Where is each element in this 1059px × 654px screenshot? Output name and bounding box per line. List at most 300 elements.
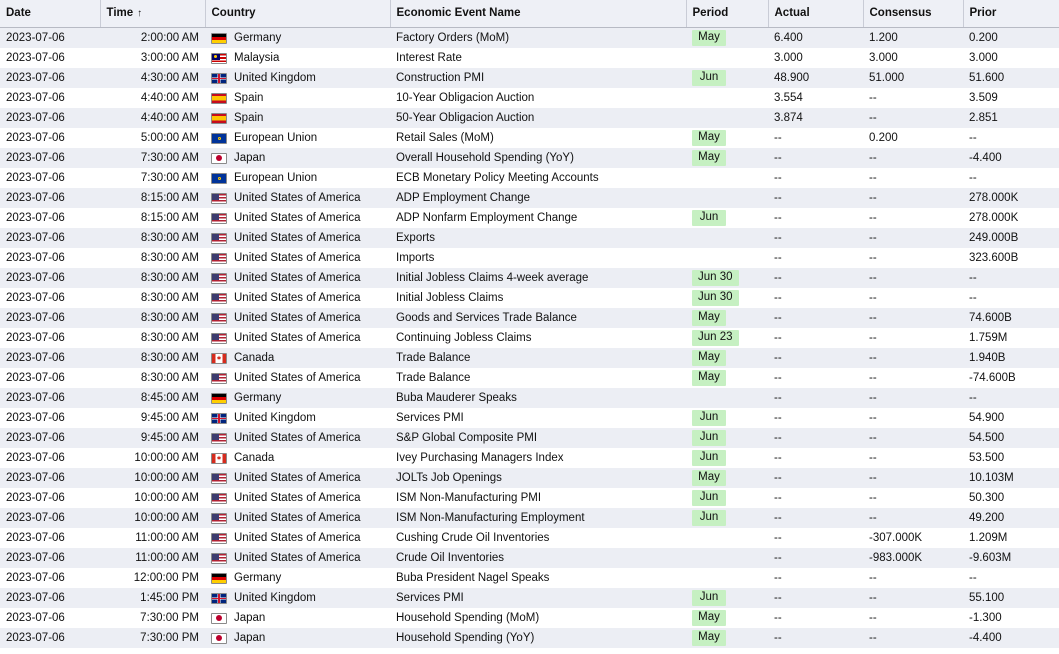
cell-period [686, 88, 768, 108]
cell-time: 8:30:00 AM [100, 288, 205, 308]
cell-period [686, 188, 768, 208]
period-badge: May [692, 130, 726, 146]
cell-consensus: 0.200 [863, 128, 963, 148]
cell-period [686, 488, 768, 508]
flag-icon-eu [211, 173, 227, 184]
cell-period [686, 348, 768, 368]
cell-event-name: Goods and Services Trade Balance [390, 308, 686, 328]
country-label: United States of America [234, 432, 361, 444]
cell-consensus: -- [863, 108, 963, 128]
cell-period [686, 28, 768, 49]
cell-date: 2023-07-06 [0, 108, 100, 128]
cell-event-name: Construction PMI [390, 68, 686, 88]
cell-consensus: -- [863, 488, 963, 508]
table-row[interactable] [0, 248, 1059, 268]
country-label: United States of America [234, 532, 361, 544]
flag-icon-eu [211, 133, 227, 144]
cell-period [686, 68, 768, 88]
column-header-country-label: Country [211, 7, 256, 19]
table-row[interactable] [0, 128, 1059, 148]
cell-country [205, 88, 390, 108]
country-cell [211, 152, 384, 164]
flag-icon-jp [211, 613, 227, 624]
cell-consensus: 3.000 [863, 48, 963, 68]
cell-event-name: JOLTs Job Openings [390, 468, 686, 488]
cell-country [205, 168, 390, 188]
cell-period [686, 148, 768, 168]
cell-actual: -- [768, 168, 863, 188]
cell-actual: -- [768, 268, 863, 288]
cell-consensus: -- [863, 608, 963, 628]
cell-country [205, 488, 390, 508]
cell-country [205, 228, 390, 248]
cell-time: 10:00:00 AM [100, 488, 205, 508]
cell-actual: 48.900 [768, 68, 863, 88]
column-header-prior-label: Prior [969, 7, 997, 19]
cell-time: 8:45:00 AM [100, 388, 205, 408]
cell-date: 2023-07-06 [0, 128, 100, 148]
cell-consensus: -- [863, 448, 963, 468]
cell-consensus: -- [863, 308, 963, 328]
column-header-prior[interactable] [963, 0, 1059, 28]
table-row[interactable] [0, 548, 1059, 568]
flag-icon-us [211, 533, 227, 544]
period-badge: May [692, 310, 726, 326]
cell-time: 7:30:00 PM [100, 628, 205, 648]
table-row[interactable] [0, 368, 1059, 388]
cell-country [205, 388, 390, 408]
cell-prior: 53.500 [963, 448, 1059, 468]
cell-prior: 49.200 [963, 508, 1059, 528]
cell-prior: -1.300 [963, 608, 1059, 628]
period-badge: May [692, 370, 726, 386]
flag-icon-us [211, 333, 227, 344]
cell-period [686, 588, 768, 608]
cell-date: 2023-07-06 [0, 408, 100, 428]
table-row[interactable] [0, 388, 1059, 408]
column-header-event-label: Economic Event Name [396, 7, 521, 19]
cell-event-name: Buba President Nagel Speaks [390, 568, 686, 588]
cell-prior: 3.509 [963, 88, 1059, 108]
table-row[interactable] [0, 528, 1059, 548]
cell-actual: -- [768, 628, 863, 648]
cell-prior: 0.200 [963, 28, 1059, 49]
cell-country [205, 368, 390, 388]
cell-country [205, 108, 390, 128]
table-body [0, 28, 1059, 649]
cell-time: 11:00:00 AM [100, 548, 205, 568]
flag-icon-de [211, 573, 227, 584]
cell-event-name: Trade Balance [390, 368, 686, 388]
country-cell [211, 312, 384, 324]
cell-consensus: -- [863, 168, 963, 188]
table-row[interactable] [0, 288, 1059, 308]
cell-prior: 278.000K [963, 208, 1059, 228]
cell-country [205, 188, 390, 208]
cell-event-name: ISM Non-Manufacturing Employment [390, 508, 686, 528]
cell-event-name: Crude Oil Inventories [390, 548, 686, 568]
cell-country [205, 508, 390, 528]
cell-event-name: Services PMI [390, 588, 686, 608]
cell-event-name: ISM Non-Manufacturing PMI [390, 488, 686, 508]
cell-actual: -- [768, 248, 863, 268]
country-cell [211, 72, 384, 84]
column-header-date[interactable] [0, 0, 100, 28]
cell-date: 2023-07-06 [0, 168, 100, 188]
cell-country [205, 528, 390, 548]
column-header-time[interactable] [100, 0, 205, 28]
cell-country [205, 588, 390, 608]
flag-icon-us [211, 373, 227, 384]
table-row[interactable] [0, 208, 1059, 228]
cell-time: 7:30:00 PM [100, 608, 205, 628]
cell-consensus: -- [863, 188, 963, 208]
cell-actual: -- [768, 148, 863, 168]
cell-time: 1:45:00 PM [100, 588, 205, 608]
cell-time: 12:00:00 PM [100, 568, 205, 588]
flag-icon-de [211, 33, 227, 44]
cell-period [686, 608, 768, 628]
flag-icon-us [211, 193, 227, 204]
country-cell [211, 332, 384, 344]
country-label: Germany [234, 392, 282, 404]
period-badge: May [692, 470, 726, 486]
cell-actual: -- [768, 348, 863, 368]
cell-country [205, 548, 390, 568]
table-row[interactable] [0, 488, 1059, 508]
cell-country [205, 328, 390, 348]
country-label: United States of America [234, 212, 361, 224]
cell-date: 2023-07-06 [0, 348, 100, 368]
cell-actual: -- [768, 328, 863, 348]
cell-consensus: -983.000K [863, 548, 963, 568]
country-label: United States of America [234, 372, 361, 384]
flag-icon-us [211, 553, 227, 564]
cell-country [205, 348, 390, 368]
country-label: Canada [234, 452, 275, 464]
flag-icon-us [211, 313, 227, 324]
cell-country [205, 28, 390, 49]
table-row[interactable] [0, 68, 1059, 88]
cell-event-name: Household Spending (MoM) [390, 608, 686, 628]
flag-icon-us [211, 253, 227, 264]
cell-consensus: 1.200 [863, 28, 963, 49]
cell-time: 8:30:00 AM [100, 368, 205, 388]
cell-time: 2:00:00 AM [100, 28, 205, 49]
country-cell [211, 572, 384, 584]
table-row[interactable] [0, 188, 1059, 208]
cell-consensus: -- [863, 408, 963, 428]
cell-prior: 1.940B [963, 348, 1059, 368]
cell-period [686, 228, 768, 248]
column-header-country[interactable] [205, 0, 390, 28]
table-row[interactable] [0, 228, 1059, 248]
cell-event-name: Buba Mauderer Speaks [390, 388, 686, 408]
cell-country [205, 628, 390, 648]
flag-icon-gb [211, 593, 227, 604]
cell-actual: -- [768, 608, 863, 628]
table-row[interactable] [0, 108, 1059, 128]
country-label: United States of America [234, 292, 361, 304]
cell-country [205, 468, 390, 488]
cell-period [686, 268, 768, 288]
cell-time: 9:45:00 AM [100, 408, 205, 428]
table-row[interactable] [0, 468, 1059, 488]
country-cell [211, 412, 384, 424]
cell-date: 2023-07-06 [0, 428, 100, 448]
cell-actual: -- [768, 368, 863, 388]
table-row[interactable] [0, 88, 1059, 108]
period-badge: May [692, 610, 726, 626]
cell-time: 3:00:00 AM [100, 48, 205, 68]
table-row[interactable] [0, 308, 1059, 328]
table-row[interactable] [0, 168, 1059, 188]
sort-ascending-icon: ↑ [137, 8, 143, 19]
cell-actual: -- [768, 588, 863, 608]
cell-time: 10:00:00 AM [100, 508, 205, 528]
flag-icon-us [211, 213, 227, 224]
table-row[interactable] [0, 348, 1059, 368]
country-label: Spain [234, 112, 264, 124]
table-row[interactable] [0, 608, 1059, 628]
cell-event-name: Trade Balance [390, 348, 686, 368]
cell-date: 2023-07-06 [0, 568, 100, 588]
country-label: European Union [234, 132, 318, 144]
cell-event-name: Initial Jobless Claims [390, 288, 686, 308]
cell-country [205, 128, 390, 148]
cell-consensus: -- [863, 288, 963, 308]
column-header-period[interactable] [686, 0, 768, 28]
cell-country [205, 208, 390, 228]
country-cell [211, 472, 384, 484]
period-badge: Jun [692, 410, 726, 426]
cell-period [686, 368, 768, 388]
cell-country [205, 288, 390, 308]
cell-country [205, 608, 390, 628]
column-header-consensus[interactable] [863, 0, 963, 28]
cell-period [686, 428, 768, 448]
table-header-row [0, 0, 1059, 28]
cell-event-name: ADP Nonfarm Employment Change [390, 208, 686, 228]
country-label: Japan [234, 612, 266, 624]
cell-actual: 3.554 [768, 88, 863, 108]
cell-period [686, 248, 768, 268]
cell-prior: 323.600B [963, 248, 1059, 268]
cell-date: 2023-07-06 [0, 68, 100, 88]
flag-icon-us [211, 293, 227, 304]
cell-date: 2023-07-06 [0, 508, 100, 528]
period-badge: Jun 30 [692, 270, 739, 286]
period-badge: Jun [692, 450, 726, 466]
column-header-event[interactable] [390, 0, 686, 28]
country-cell [211, 92, 384, 104]
cell-event-name: ADP Employment Change [390, 188, 686, 208]
cell-date: 2023-07-06 [0, 628, 100, 648]
table-row[interactable] [0, 28, 1059, 49]
cell-prior: 51.600 [963, 68, 1059, 88]
cell-prior: -4.400 [963, 148, 1059, 168]
cell-period [686, 408, 768, 428]
country-cell [211, 392, 384, 404]
country-label: United States of America [234, 472, 361, 484]
period-badge: Jun [692, 490, 726, 506]
cell-time: 5:00:00 AM [100, 128, 205, 148]
period-badge: Jun [692, 430, 726, 446]
country-cell [211, 592, 384, 604]
cell-time: 4:30:00 AM [100, 68, 205, 88]
cell-prior: 54.500 [963, 428, 1059, 448]
cell-prior: -- [963, 388, 1059, 408]
cell-event-name: Interest Rate [390, 48, 686, 68]
cell-actual: -- [768, 528, 863, 548]
cell-event-name: Initial Jobless Claims 4-week average [390, 268, 686, 288]
cell-date: 2023-07-06 [0, 248, 100, 268]
cell-event-name: Ivey Purchasing Managers Index [390, 448, 686, 468]
cell-date: 2023-07-06 [0, 268, 100, 288]
cell-date: 2023-07-06 [0, 588, 100, 608]
cell-prior: 1.759M [963, 328, 1059, 348]
country-label: United States of America [234, 332, 361, 344]
country-label: Spain [234, 92, 264, 104]
country-cell [211, 252, 384, 264]
period-badge: May [692, 630, 726, 646]
cell-country [205, 48, 390, 68]
period-badge: Jun [692, 210, 726, 226]
cell-prior: 3.000 [963, 48, 1059, 68]
cell-country [205, 268, 390, 288]
country-cell [211, 212, 384, 224]
country-cell [211, 632, 384, 644]
cell-actual: -- [768, 288, 863, 308]
table-row[interactable] [0, 428, 1059, 448]
country-label: United States of America [234, 232, 361, 244]
table-row[interactable] [0, 268, 1059, 288]
cell-consensus: -- [863, 348, 963, 368]
cell-date: 2023-07-06 [0, 288, 100, 308]
country-cell [211, 112, 384, 124]
country-cell [211, 192, 384, 204]
flag-icon-ca [211, 453, 227, 464]
cell-time: 8:15:00 AM [100, 208, 205, 228]
cell-time: 10:00:00 AM [100, 448, 205, 468]
country-label: United Kingdom [234, 592, 316, 604]
cell-time: 7:30:00 AM [100, 168, 205, 188]
cell-country [205, 248, 390, 268]
flag-icon-my [211, 53, 227, 64]
cell-prior: 74.600B [963, 308, 1059, 328]
flag-icon-gb [211, 413, 227, 424]
cell-actual: -- [768, 568, 863, 588]
cell-actual: 3.874 [768, 108, 863, 128]
flag-icon-us [211, 433, 227, 444]
flag-icon-es [211, 93, 227, 104]
period-badge: Jun [692, 510, 726, 526]
cell-actual: -- [768, 208, 863, 228]
cell-consensus: -- [863, 148, 963, 168]
country-label: Malaysia [234, 52, 280, 64]
cell-date: 2023-07-06 [0, 328, 100, 348]
column-header-period-label: Period [692, 7, 729, 19]
column-header-actual[interactable] [768, 0, 863, 28]
cell-date: 2023-07-06 [0, 548, 100, 568]
cell-consensus: -- [863, 368, 963, 388]
table-row[interactable] [0, 588, 1059, 608]
table-row[interactable] [0, 48, 1059, 68]
cell-event-name: Overall Household Spending (YoY) [390, 148, 686, 168]
cell-consensus: -- [863, 508, 963, 528]
cell-prior: -- [963, 568, 1059, 588]
cell-actual: -- [768, 448, 863, 468]
period-badge: Jun 30 [692, 290, 739, 306]
cell-period [686, 108, 768, 128]
cell-period [686, 568, 768, 588]
cell-consensus: -- [863, 88, 963, 108]
cell-consensus: -- [863, 228, 963, 248]
cell-consensus: 51.000 [863, 68, 963, 88]
cell-period [686, 468, 768, 488]
cell-time: 8:30:00 AM [100, 268, 205, 288]
country-label: European Union [234, 172, 318, 184]
cell-country [205, 308, 390, 328]
country-cell [211, 132, 384, 144]
cell-country [205, 428, 390, 448]
cell-time: 4:40:00 AM [100, 88, 205, 108]
country-cell [211, 52, 384, 64]
column-header-consensus-label: Consensus [869, 7, 932, 19]
table-row[interactable] [0, 328, 1059, 348]
country-label: Germany [234, 32, 282, 44]
cell-date: 2023-07-06 [0, 528, 100, 548]
table-row[interactable] [0, 448, 1059, 468]
cell-prior: 54.900 [963, 408, 1059, 428]
table-row[interactable] [0, 568, 1059, 588]
column-header-date-label: Date [6, 7, 31, 19]
cell-prior: 2.851 [963, 108, 1059, 128]
cell-date: 2023-07-06 [0, 88, 100, 108]
table-row[interactable] [0, 408, 1059, 428]
cell-prior: -- [963, 268, 1059, 288]
cell-consensus: -- [863, 268, 963, 288]
cell-period [686, 628, 768, 648]
flag-icon-us [211, 233, 227, 244]
country-cell [211, 232, 384, 244]
cell-actual: -- [768, 468, 863, 488]
cell-country [205, 68, 390, 88]
table-row[interactable] [0, 148, 1059, 168]
cell-event-name: Cushing Crude Oil Inventories [390, 528, 686, 548]
cell-period [686, 328, 768, 348]
cell-event-name: ECB Monetary Policy Meeting Accounts [390, 168, 686, 188]
country-label: United Kingdom [234, 72, 316, 84]
country-label: Canada [234, 352, 275, 364]
cell-date: 2023-07-06 [0, 448, 100, 468]
country-cell [211, 352, 384, 364]
cell-date: 2023-07-06 [0, 188, 100, 208]
cell-consensus: -- [863, 588, 963, 608]
table-header [0, 0, 1059, 28]
cell-time: 7:30:00 AM [100, 148, 205, 168]
cell-time: 8:30:00 AM [100, 328, 205, 348]
flag-icon-gb [211, 73, 227, 84]
flag-icon-us [211, 493, 227, 504]
cell-date: 2023-07-06 [0, 148, 100, 168]
cell-time: 9:45:00 AM [100, 428, 205, 448]
cell-event-name: Exports [390, 228, 686, 248]
table-row[interactable] [0, 508, 1059, 528]
table-row[interactable] [0, 628, 1059, 648]
cell-consensus: -- [863, 208, 963, 228]
cell-event-name: Imports [390, 248, 686, 268]
